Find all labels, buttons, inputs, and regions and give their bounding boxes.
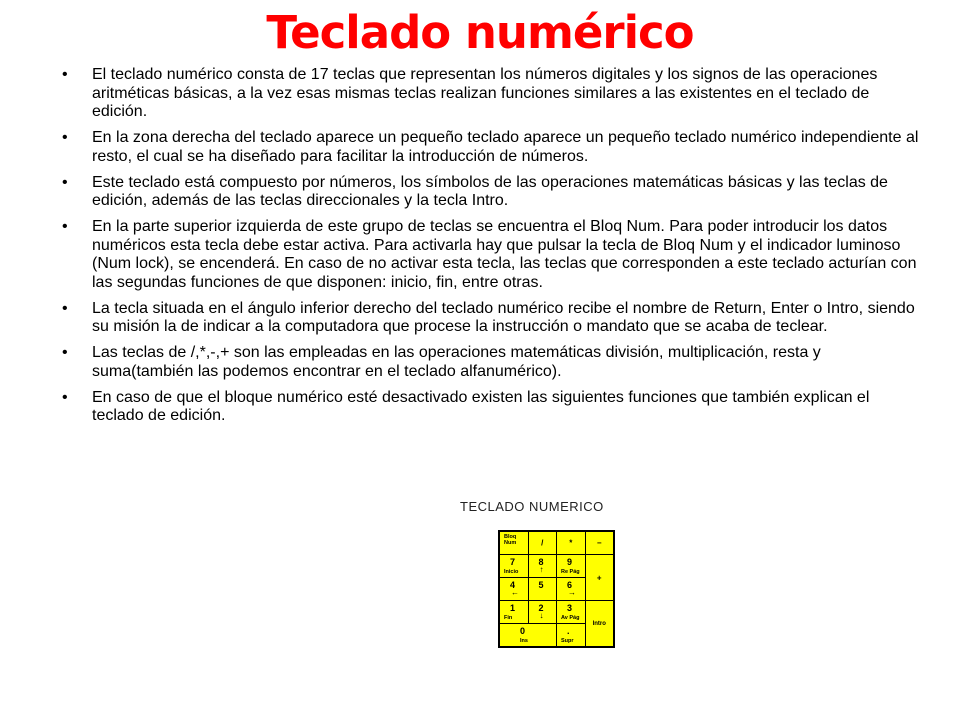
bullet-text: La tecla situada en el ángulo inferior derecho del teclado numérico recibe el nombre de Return, Enter o Intro, siendo su misión la de indicar a la computadora que procese la instrucción o mandato que se acaba de teclear.: [92, 299, 915, 335]
bullet-text: En la zona derecha del teclado aparece un pequeño teclado aparece un pequeño teclado numérico independiente al resto, el cual se ha diseñado para facilitar la introducción de números.: [92, 129, 919, 165]
bullet-text: En caso de que el bloque numérico esté desactivado existen las siguientes funciones que también explican el teclado de edición.: [92, 388, 870, 424]
key-digit: 0: [520, 626, 526, 636]
key-label: Supr: [561, 638, 574, 644]
keypad-diagram: [498, 530, 615, 648]
bullet-item: [62, 344, 922, 381]
bullet-item: [62, 300, 922, 337]
key-multiply: [557, 532, 585, 554]
slide-body: [62, 66, 922, 433]
bullet-item: [62, 129, 922, 166]
key-label: Ins: [520, 638, 528, 644]
key-digit: 1: [510, 603, 516, 613]
key-2: [529, 601, 557, 623]
arrow-down-icon: ↓: [539, 611, 544, 620]
key-0: [500, 624, 556, 646]
key-digit: 3: [567, 603, 573, 613]
key-symbol: /: [541, 538, 544, 548]
key-symbol: −: [596, 538, 602, 548]
bullet-item: [62, 218, 922, 292]
figure-title: TECLADO NUMERICO: [460, 499, 604, 514]
key-5: [529, 578, 557, 600]
key-bloq-num: [500, 532, 528, 554]
bullet-item: [62, 389, 922, 426]
key-divide: [529, 532, 557, 554]
bullet-text: Este teclado está compuesto por números, los símbolos de las operaciones matemáticas básicas y las teclas de edición, además de las teclas direccionales y la tecla Intro.: [92, 173, 888, 209]
bullet-icon: •: [62, 218, 68, 235]
key-minus: [586, 532, 614, 554]
key-symbol: *: [569, 538, 573, 548]
bullet-text: Las teclas de /,*,-,+ son las empleadas en las operaciones matemáticas división, multiplicación, resta y suma(también las podemos encontrar en el teclado alfanumérico).: [92, 344, 821, 380]
key-digit: 2: [538, 603, 544, 613]
bullet-icon: •: [62, 66, 68, 83]
key-label: Intro: [592, 620, 606, 627]
key-digit: 5: [538, 580, 544, 590]
key-9: [557, 555, 585, 577]
key-label: Bloq Num: [504, 534, 517, 546]
arrow-right-icon: →: [568, 588, 576, 597]
slide-title: Teclado numérico: [266, 6, 694, 59]
key-plus: [586, 555, 614, 600]
key-label: Re Pág: [561, 569, 580, 575]
bullet-icon: •: [62, 388, 68, 406]
key-digit: 7: [510, 557, 516, 567]
bullet-icon: •: [62, 299, 68, 317]
bullet-icon: •: [62, 344, 68, 361]
key-digit: .: [567, 626, 570, 636]
bullet-item: [62, 66, 922, 122]
bullet-item: [62, 174, 922, 211]
key-intro: [586, 601, 614, 646]
key-1: [500, 601, 528, 623]
key-symbol: +: [596, 573, 602, 582]
bullet-icon: •: [62, 129, 68, 146]
bullet-list: [62, 66, 922, 426]
key-label: Inicio: [504, 569, 519, 575]
bullet-text: En la parte superior izquierda de este grupo de teclas se encuentra el Bloq Num. Para poder introducir los datos numéricos esta tecla debe estar activa. Para activarla hay que pulsar la tecla de Bloq Num y el indicador luminoso (Num lock), se encenderá. En caso de no activar esta tecla, las teclas que corresponden a este teclado acturían con las segundas funciones de que disponen: inicio, fin, entre otras.: [92, 218, 917, 291]
key-label: Fin: [504, 615, 513, 621]
bullet-text: El teclado numérico consta de 17 teclas que representan los números digitales y los signos de las operaciones aritméticas básicas, a la vez esas mismas teclas realizan funciones similares a las existentes en el teclado de edición.: [92, 66, 878, 120]
key-3: [557, 601, 585, 623]
key-dot: [557, 624, 585, 646]
key-8: [529, 555, 557, 577]
key-digit: 6: [567, 580, 573, 590]
key-label: Av Pág: [561, 615, 580, 621]
bullet-icon: •: [62, 173, 68, 191]
arrow-up-icon: ↑: [539, 565, 544, 574]
key-6: [557, 578, 585, 600]
key-4: [500, 578, 528, 600]
key-digit: 9: [567, 557, 573, 567]
key-7: [500, 555, 528, 577]
key-digit: 8: [538, 557, 544, 567]
key-digit: 4: [510, 580, 516, 590]
arrow-left-icon: ←: [511, 588, 519, 597]
